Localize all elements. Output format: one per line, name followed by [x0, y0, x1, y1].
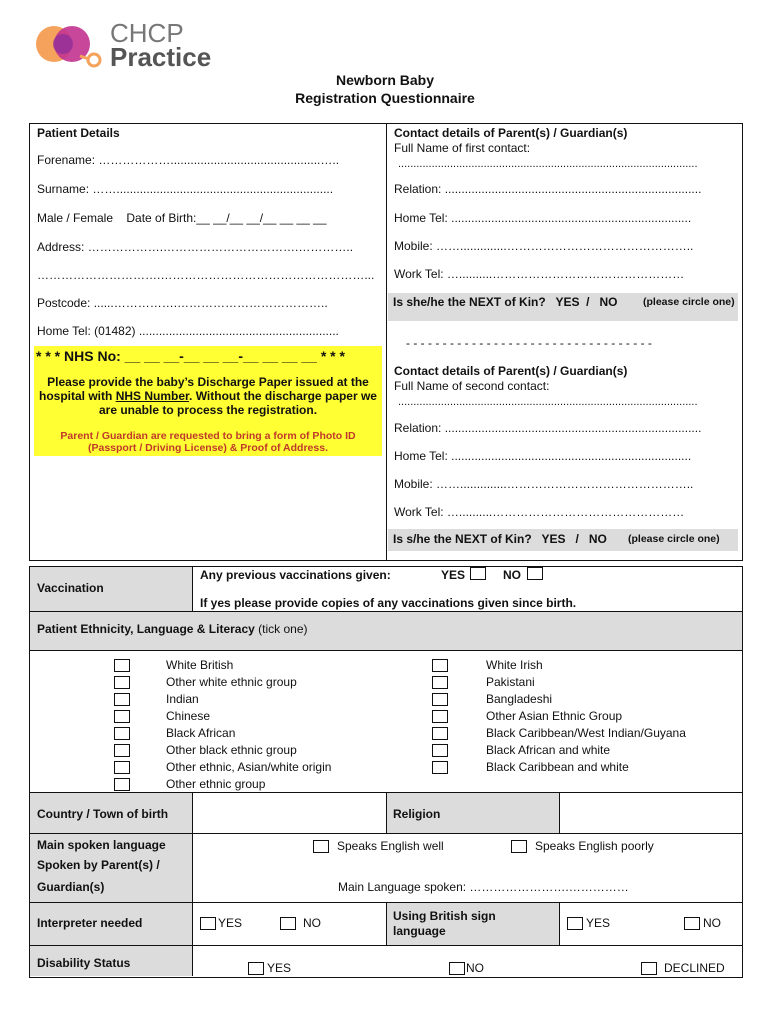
speaks-well-checkbox[interactable] [313, 840, 329, 853]
vaccination-yes-label: YES [441, 568, 466, 582]
ethnicity-header [29, 611, 743, 651]
logo-line1: CHCP [110, 18, 184, 48]
disability-declined-label: DECLINED [664, 961, 725, 975]
contact1-nok-question[interactable]: Is she/he the NEXT of Kin? YES / NO [393, 295, 618, 309]
contact2-work-tel-field[interactable]: Work Tel: …..........………………………………………… [394, 505, 685, 519]
contact2-nok-question[interactable]: Is s/he the NEXT of Kin? YES / NO [393, 532, 607, 546]
vaccination-label: Vaccination [37, 581, 104, 595]
contact1-name-field[interactable]: .................................................................................................. [398, 158, 698, 170]
contact2-name-label: Full Name of second contact: [394, 379, 550, 393]
divider [386, 123, 387, 560]
ethnicity-heading: Patient Ethnicity, Language & Literacy [37, 622, 255, 636]
ethnicity-right-option-checkbox[interactable] [432, 676, 448, 689]
contact1-name-label: Full Name of first contact: [394, 141, 531, 155]
ethnicity-left-option-checkbox[interactable] [114, 778, 130, 791]
title-line1: Newborn Baby [335, 72, 434, 88]
forename-field[interactable]: Forename: ……………….............................................….. [37, 153, 340, 167]
nhs-note-post: . Without the discharge paper we are unable to process the registration. [98, 389, 377, 417]
contact2-relation-field[interactable]: Relation: ............................................................................. [394, 421, 702, 435]
ethnicity-left-option-label: Other ethnic, Asian/white origin [166, 760, 332, 774]
contact2-name-field[interactable]: .................................................................................................. [398, 396, 698, 408]
religion-label: Religion [393, 807, 441, 821]
vaccination-note: If yes please provide copies of any vaccinations given since birth. [200, 596, 577, 610]
logo-line2: Practice [110, 42, 212, 72]
ethnicity-left-option-checkbox[interactable] [114, 761, 130, 774]
ethnicity-left-option-label: Other ethnic group [166, 777, 266, 791]
ethnicity-heading-text [37, 622, 308, 636]
interpreter-label: Interpreter needed [37, 916, 143, 930]
ethnicity-left-option-label: Other white ethnic group [166, 675, 297, 689]
ethnicity-heading-note: (tick one) [258, 622, 308, 636]
contact2-mobile-field[interactable]: Mobile: ……..............……………………………………….. [394, 477, 694, 491]
disability-no-label: NO [466, 961, 484, 975]
contact1-nok-note: (please circle one) [643, 296, 735, 308]
ethnicity-left-option-label: Indian [166, 692, 199, 706]
language-label-1: Main spoken language [37, 838, 166, 852]
ethnicity-right-option-label: White Irish [486, 658, 543, 672]
ethnicity-left-option-checkbox[interactable] [114, 659, 130, 672]
bsl-label-2: language [393, 924, 446, 938]
nhs-notice-box [34, 346, 382, 456]
nhs-discharge-note [38, 375, 378, 417]
nhs-note-link: NHS Number [115, 389, 190, 403]
speaks-poorly-checkbox[interactable] [511, 840, 527, 853]
bsl-no-checkbox[interactable] [684, 917, 700, 930]
main-language-field[interactable]: Main Language spoken: …………………….…………… [338, 880, 629, 894]
ethnicity-left-option-checkbox[interactable] [114, 744, 130, 757]
sex-dob-field[interactable]: Male / Female Date of Birth:__ __/__ __/__ __ __ __ [37, 211, 327, 225]
photo-id-note: Parent / Guardian are requested to bring a form of Photo ID (Passport / Driving License) & Proof of Address. [60, 430, 356, 454]
ethnicity-right-option-checkbox[interactable] [432, 659, 448, 672]
disability-yes-label: YES [267, 961, 292, 975]
ethnicity-right-option-label: Black Caribbean/West Indian/Guyana [486, 726, 686, 740]
nhs-note-pre: Please provide the baby’s Discharge Paper issued at the hospital with [39, 375, 369, 403]
ethnicity-right-option-label: Pakistani [486, 675, 535, 689]
contact2-nok-note: (please circle one) [628, 533, 720, 545]
ethnicity-right-option-checkbox[interactable] [432, 727, 448, 740]
ethnicity-right-option-checkbox[interactable] [432, 761, 448, 774]
contact1-home-tel-field[interactable]: Home Tel: ........................................................................ [394, 211, 692, 225]
ethnicity-left-option-checkbox[interactable] [114, 710, 130, 723]
bsl-yes-label: YES [586, 916, 611, 930]
interpreter-no-label: NO [303, 916, 321, 930]
interpreter-no-checkbox[interactable] [280, 917, 296, 930]
language-label-2: Spoken by Parent(s) / [37, 858, 160, 872]
vaccination-label-cell [30, 567, 193, 611]
disability-no-checkbox[interactable] [449, 962, 465, 975]
ethnicity-right-option-label: Other Asian Ethnic Group [486, 709, 623, 723]
ethnicity-right-option-checkbox[interactable] [432, 693, 448, 706]
contact1-heading: Contact details of Parent(s) / Guardian(s) [394, 126, 628, 140]
disability-declined-checkbox[interactable] [641, 962, 657, 975]
surname-field[interactable]: Surname: ……................................................................. [37, 182, 334, 196]
title-line2: Registration Questionnaire [295, 90, 475, 106]
language-label-3: Guardian(s) [37, 880, 105, 894]
contact2-heading: Contact details of Parent(s) / Guardian(s) [394, 364, 628, 378]
contact1-mobile-field[interactable]: Mobile: ……..............……………………………………….. [394, 239, 694, 253]
speaks-well-label: Speaks English well [337, 839, 444, 853]
ethnicity-right-option-checkbox[interactable] [432, 744, 448, 757]
ethnicity-right-option-label: Bangladeshi [486, 692, 553, 706]
ethnicity-left-option-label: Other black ethnic group [166, 743, 297, 757]
vaccination-question: Any previous vaccinations given: [200, 568, 391, 582]
contact2-nok-row [388, 529, 738, 551]
bsl-label-1: Using British sign [393, 909, 496, 923]
interpreter-yes-label: YES [218, 916, 243, 930]
ethnicity-left-option-label: Black African [166, 726, 236, 740]
nhs-number-field[interactable]: * * * NHS No: __ __ __-__ __ __-__ __ __ __ * * * [36, 348, 345, 364]
contact1-nok-row [388, 293, 738, 321]
vaccination-no-checkbox[interactable] [527, 567, 543, 580]
ethnicity-left-option-label: White British [166, 658, 234, 672]
speaks-poorly-label: Speaks English poorly [535, 839, 654, 853]
ethnicity-right-option-label: Black African and white [486, 743, 611, 757]
address-line2-field[interactable]: ………………………….……………………………………………... [37, 268, 375, 282]
contact-separator: - - - - - - - - - - - - - - - - - - - - - - - - - - - - - - - - - - [406, 336, 652, 350]
ethnicity-left-option-checkbox[interactable] [114, 727, 130, 740]
disability-yes-checkbox[interactable] [248, 962, 264, 975]
bsl-yes-checkbox[interactable] [567, 917, 583, 930]
vaccination-no-label: NO [503, 568, 521, 582]
ethnicity-left-option-label: Chinese [166, 709, 211, 723]
disability-label: Disability Status [37, 956, 131, 970]
practice-logo [32, 20, 108, 72]
contact2-home-tel-field[interactable]: Home Tel: ........................................................................ [394, 449, 692, 463]
ethnicity-body [29, 650, 743, 793]
contact1-relation-field[interactable]: Relation: ............................................................................. [394, 182, 702, 196]
ethnicity-right-option-label: Black Caribbean and white [486, 760, 629, 774]
patient-heading: Patient Details [37, 126, 120, 140]
ethnicity-left-option-checkbox[interactable] [114, 676, 130, 689]
postcode-field[interactable]: Postcode: ......…………….……………………………….. [37, 296, 328, 310]
vaccination-yes-checkbox[interactable] [470, 567, 486, 580]
bsl-no-label: NO [703, 916, 721, 930]
ethnicity-left-option-checkbox[interactable] [114, 693, 130, 706]
ethnicity-right-option-checkbox[interactable] [432, 710, 448, 723]
contact1-work-tel-field[interactable]: Work Tel: …..........………………………………………… [394, 267, 685, 281]
country-label: Country / Town of birth [37, 807, 169, 821]
address-field[interactable]: Address: ……………….…………………………….………….. [37, 240, 354, 254]
interpreter-yes-checkbox[interactable] [200, 917, 216, 930]
home-tel-field[interactable]: Home Tel: (01482) ............................................................ [37, 324, 339, 338]
